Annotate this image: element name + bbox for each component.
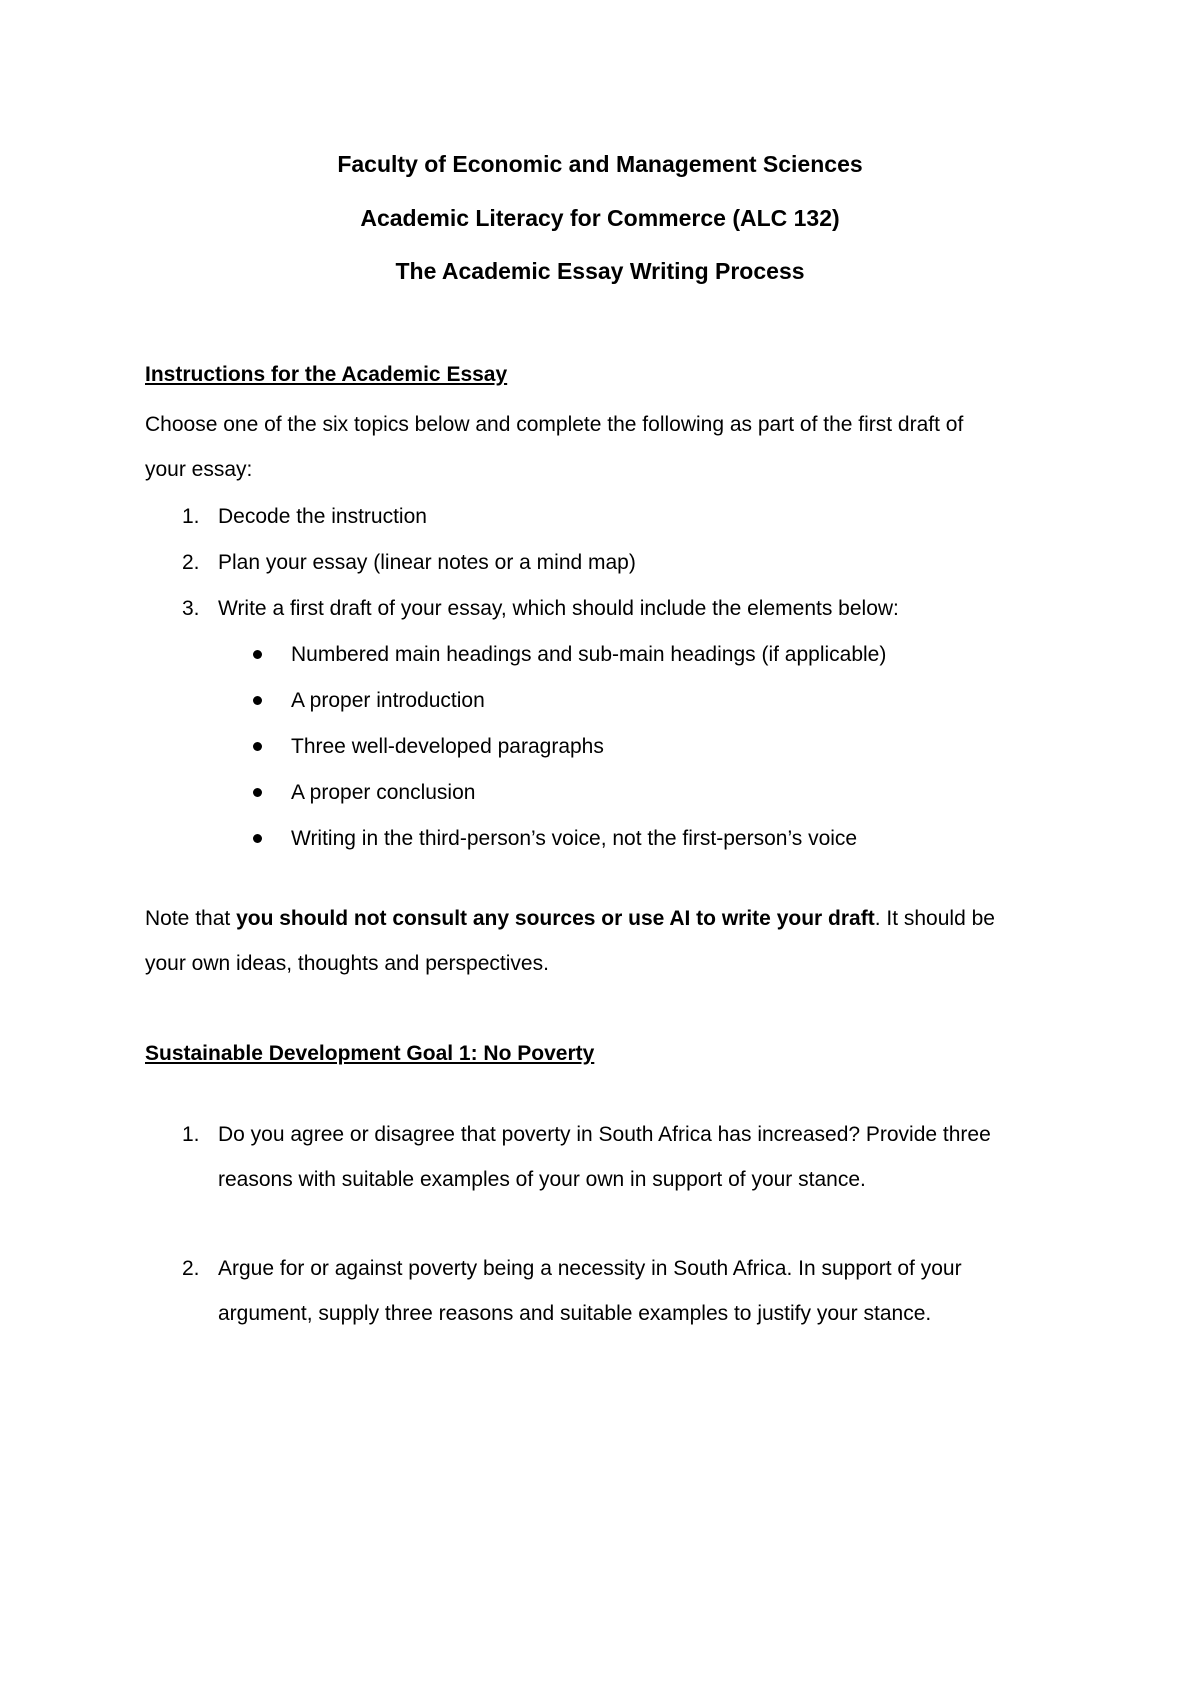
step-number: 3. xyxy=(182,597,200,620)
step-item xyxy=(145,540,1045,585)
question-item xyxy=(145,1246,1045,1336)
element-text: Three well-developed paragraphs xyxy=(291,735,604,758)
step-item xyxy=(145,586,1045,631)
sdg-title: Sustainable Development Goal 1: No Poverty xyxy=(145,1042,595,1065)
course-heading: Academic Literacy for Commerce (ALC 132) xyxy=(360,205,840,231)
question-text xyxy=(218,1246,1045,1336)
element-text: Writing in the third-person’s voice, not the first-person’s voice xyxy=(291,827,858,850)
bullet-icon xyxy=(253,742,262,751)
topic-heading: The Academic Essay Writing Process xyxy=(395,258,805,284)
element-bullet-item xyxy=(145,770,1045,815)
step-text: Write a first draft of your essay, which should include the elements below: xyxy=(218,597,899,620)
question-item xyxy=(145,1112,1045,1202)
instructions-intro xyxy=(145,402,1045,492)
element-text: A proper introduction xyxy=(291,689,485,712)
note-prefix: Note that xyxy=(145,907,237,930)
step-number: 1. xyxy=(182,505,200,528)
element-bullet-item xyxy=(145,678,1045,723)
question-line1: Argue for or against poverty being a necessity in South Africa. In support of your xyxy=(218,1257,962,1280)
step-text: Plan your essay (linear notes or a mind map) xyxy=(218,551,636,574)
bullet-icon xyxy=(253,650,262,659)
element-bullet-item xyxy=(145,632,1045,677)
element-bullet-item xyxy=(145,724,1045,769)
question-line2: argument, supply three reasons and suitable examples to justify your stance. xyxy=(218,1302,932,1325)
question-line2: reasons with suitable examples of your own in support of your stance. xyxy=(218,1168,866,1191)
question-number: 1. xyxy=(182,1123,200,1146)
step-number: 2. xyxy=(182,551,200,574)
step-item xyxy=(145,494,1045,539)
instructions-title: Instructions for the Academic Essay xyxy=(145,363,508,386)
step-text: Decode the instruction xyxy=(218,505,427,528)
note-line2: your own ideas, thoughts and perspectives. xyxy=(145,952,549,975)
instructions-intro-line2: your essay: xyxy=(145,458,253,481)
question-line1: Do you agree or disagree that poverty in South Africa has increased? Provide three xyxy=(218,1123,991,1146)
question-text xyxy=(218,1112,1045,1202)
question-number: 2. xyxy=(182,1257,200,1280)
note-paragraph xyxy=(145,896,1045,986)
element-text: A proper conclusion xyxy=(291,781,476,804)
bullet-icon xyxy=(253,696,262,705)
faculty-heading: Faculty of Economic and Management Sciences xyxy=(337,151,863,177)
bullet-icon xyxy=(253,834,262,843)
bullet-icon xyxy=(253,788,262,797)
note-suffix: . It should be xyxy=(874,907,995,930)
instructions-intro-line1: Choose one of the six topics below and complete the following as part of the first draft of xyxy=(145,413,964,436)
element-bullet-item xyxy=(145,816,1045,861)
element-text: Numbered main headings and sub-main headings (if applicable) xyxy=(291,643,887,666)
note-bold: you should not consult any sources or use AI to write your draft xyxy=(236,907,875,930)
